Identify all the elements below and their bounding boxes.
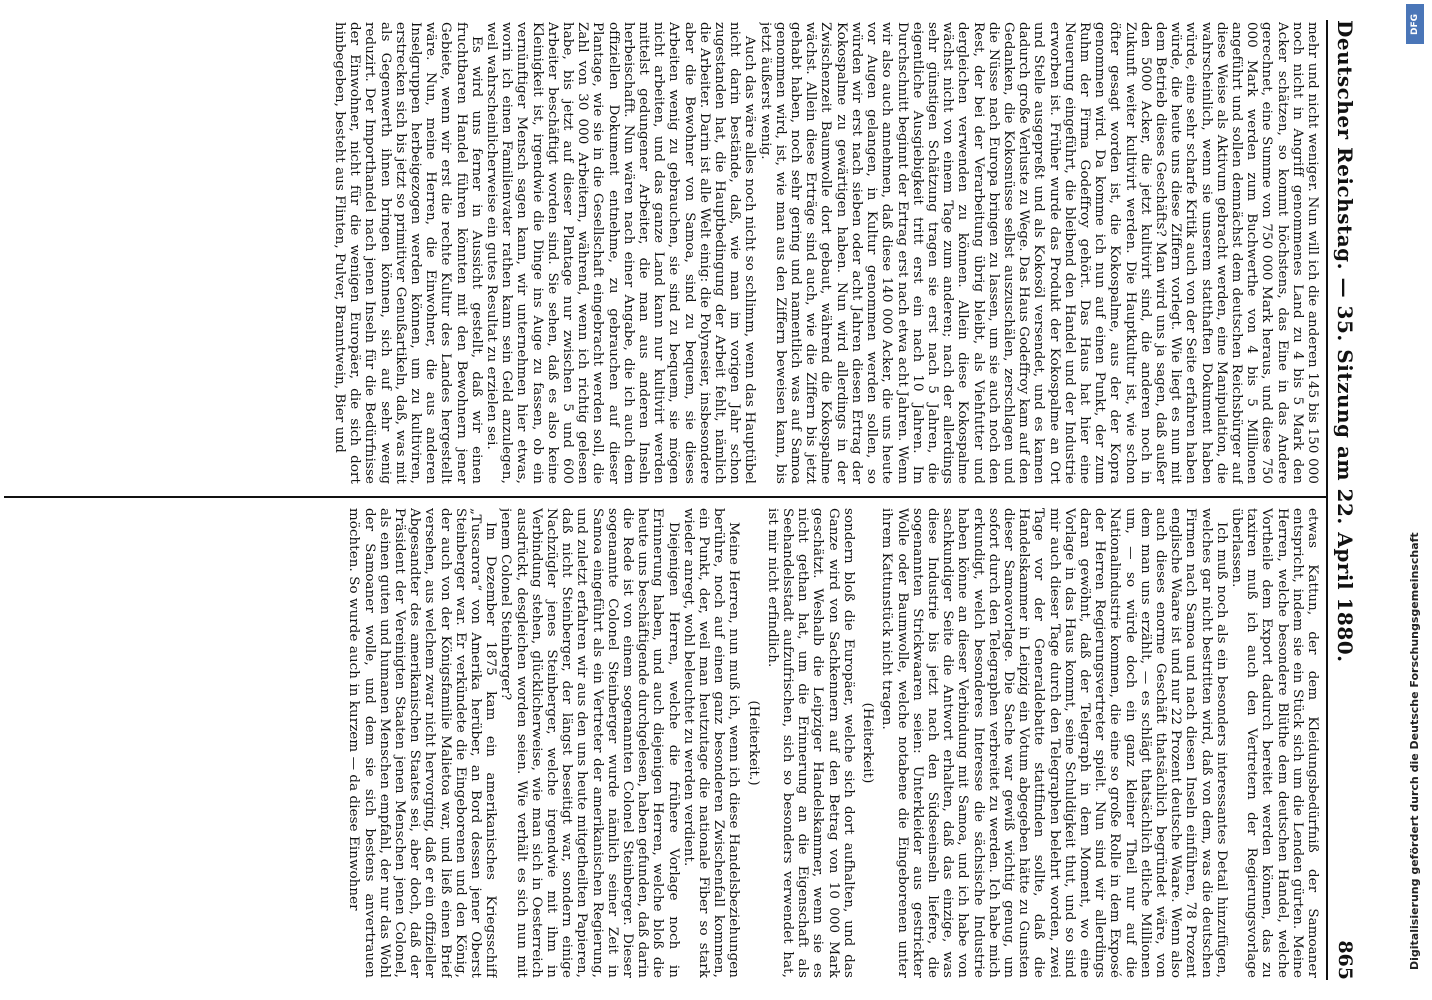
paragraph: Diejenigen Herren, welche die frühere Vorlage noch in Erinnerung haben, und auch diejenigen Herren, welche bloß die heute uns beschäftigende durchgelesen, haben gefunden, daß darin die Rede ist von einem sogenannten Colonel Steinberger. Dieser sogenannte Colonel Steinberger wurde nämlich seiner Zeit in Samoa eingeführt als ein Vertreter der amerikanischen Regierung, und zuletzt erfahren wir aus den uns heute mitgetheilten Papieren, daß nicht Steinberger, der längst beseitigt war, sondern einige Nachzügler jenes Steinberger, welche irgendwie mit ihm in Verbindung stehen, glücklicherweise, wie man sich in Oesterreich ausdrückt, desgleichen worden seien. Wie verhält es sich nun mit jenem Colonel Steinberger?	[498, 508, 681, 978]
stage-direction: (Heiterkeit.)	[745, 700, 761, 786]
paragraph: Im Dezember 1875 kam ein amerikanisches Kriegsschiff „Tuscarora“ von Amerika herüber, an Bord dessen jener Oberst Steinberger war. Er verkündete die Eingeborenen und den König, der auch von der Königsfamilie Malietoa war, und ließ einen Brief versehen, aus welchem zwar nicht hervorging, daß er ein offizieller Abgesandter des amerikanischen Staates sei, aber doch, daß der Präsident der Vereinigten Staaten jenen Menschen jenen Colonel, als einen guten und humanen Menschen empfahl, der nur das Wohl der Samoaner wolle, und dem sie sich bestens anvertrauen möchten. So wurde auch in kurzem — da diese Einwohner	[346, 508, 499, 978]
paragraph: Auch das wäre alles noch nicht so schlimm, wenn das Hauptübel nicht darin bestände, daß, wie man im vorigen Jahr schon zugestanden hat, die Hauptbedingung der Arbeit fehlt, nämlich die Arbeiter. Darin ist alle Welt einig: die Polynesier, insbesondere aber die Bewohner von Samoa, sind zu bequem, sie dieses Arbeiten wenig zu gebrauchen, sie sind zu bequem, sie mögen nicht arbeiten, und das ganze Land kann nur kultivirt werden mittelst gedungener Arbeiter, die man aus anderen Inseln herbeischafft. Nun wären nach einer Angabe, die ich auch dem offiziellen Dokument entnehme, zu gebrauchen auf dieser Plantage, wie sie in die Gesellschaft eingebracht werden soll, die Zahl von 30 000 Arbeitern, während, wenn ich richtig gelesen habe, bis jetzt auf dieser Plantage nur zwischen 5 und 600 Arbeiter beschäftigt worden sind. Sie sehen, daß es also keine Kleinigkeit ist, irgendwie die Dinge ins Auge zu fassen, ob ein vernünftiger Mensch sagen kann, wir unternehmen hier etwas, worin ich einen Familienvater rathen kann sein Geld anzulegen, weil wahrscheinlicherweise ein gutes Resultat zu erzielen sei.	[484, 22, 758, 484]
paragraph: Ich muß noch als ein besonders interessantes Detail hinzufügen, welches gar nicht bestritten wird, daß von dem, was die deutschen Firmen nach Samoa und nach diesen Inseln einführen, 78 Prozent englische Waare ist und nur 22 Prozent deutsche Waare. Wenn also auch dieses enorme Geschäft thatsächlich begründet wäre, von dem man uns erzählt, — es schlägt thatsächlich etliche Millionen um, — so würde doch ein ganz kleiner Theil nur auf die Nationalindustrie kommen, die eine so große Rolle in dem Exposé der Herren Regierungsvertreter spielt. Nun sind wir allerdings daran gewöhnt, daß der Telegraph in dem Moment, wo eine Vorlage in das Haus kommt, seine Schuldigkeit thut, und so sind mir auch dieser Tage durch den Telegraphen belehrt worden, zwei Tage vor der Generaldebatte stattfinden sollte, daß die Handelskammer in Leipzig ein Votum abgegeben hätte zu Gunsten dieser Samoavorlage. Die Sache war gewiß wichtig genug, um sofort durch den Telegraphen verbreitet zu werden. Ich habe mich erkundigt, welch besonderes Interesse die sächsische Industrie haben könne an dieser Verbindung mit Samoa, und ich habe von sachkundiger Seite die Antwort erhalten, daß das einzige, was diese Industrie bis jetzt nach den Südseeinseln liefere, die sogenannten Strickwaaren seien: Unterkleider aus gestrickter Wolle oder Baumwolle, welche notabene die Eingeborenen unter ihrem Kattunstück nicht tragen.	[879, 508, 1229, 978]
digitization-credit	[1404, 10, 1426, 970]
column-divider	[4, 496, 1326, 498]
page-number: 865	[1334, 940, 1356, 980]
dfg-logo: DFG	[1406, 4, 1424, 44]
paragraph: sondern bloß die Europäer, welche sich dort aufhalten, und das Ganze wird von Sachkennern auf den Betrag von 10 000 Mark geschätzt. Weshalb die Leipziger Handelskammer, wenn sie es nicht gethan hat, um die Erinnerung an die Eigenschaft als Seehandelsstadt aufzufrischen, sich so besonders verwendet hat, ist mir nicht erfindlich.	[764, 508, 856, 978]
left-column	[6, 22, 1320, 484]
paragraph: Meine Herren, nun muß ich, wenn ich diese Handelsbeziehungen berühre, noch auf einen ganz besonderen Zwischenfall kommen, ein Punkt, der, weil man heutzutage die nationale Fiber so stark wieder anregt, wohl beleuchtet zu werden verdient.	[680, 508, 742, 978]
running-title: Deutscher Reichstag. — 35. Sitzung am 22. April 1880.	[1333, 20, 1357, 663]
right-column	[6, 508, 1320, 978]
stage-direction: (Heiterkeit)	[860, 702, 876, 784]
page-header	[1326, 20, 1362, 980]
paragraph: etwas Kattun, der dem Kleidungsbedürfniß der Samoaner entspricht, indem sie ein Stück sich um die Lenden gürten. Meine Herren, welche besondere Blüthe dem deutschen Handel, welche Vortheile dem Export dadurch bereitet werden können, das zu taxiren muß ich auch den Vertretern der Regierungsvorlage überlassen.	[1228, 508, 1320, 978]
paragraph: Es wird uns ferner in Aussicht gestellt, daß wir einen fruchtbaren Handel führen könnten mit den Bewohnern jener Gebiete, wenn wir erst die rechte Kultur des Landes hergestellt wäre. Nun, meine Herren, die Einwohner, die aus anderen Inselgruppen herbeigezogen werden können, um zu kultiviren, erstrecken sich bis jetzt so primitiver Genußartikeln, daß, was mit als Gegenwerth ihnen bringen können, sich auf sehr wenig reduzirt. Der Importhandel nach jenen Inseln für die Bedürfnisse der Einwohner, nicht für die wenigen Europäer, die sich dort hinbegeben, besteht aus Flinten, Pulver, Branntwein, Bier und	[332, 22, 484, 484]
paragraph: mehr und nicht weniger. Nun will ich die anderen 145 bis 150 000 noch nicht in Angriff genommenes Land zu 4 bis 5 Mark den Acker schätzen, so kommt höchstens, das Eine in das Andere gerechnet, eine Summe von 750 000 Mark heraus, und diese 750 000 Mark werden zum Buchwerthe von 4 bis 5 Millionen angeführt und sollen demnächst dem deutschen Reichsbürger auf diese Weise als Aktivum gebracht werden, eine Manipulation, die wahrscheinlich, wenn sie unserem statthaften Dokument haben würde, eine sehr scharfe Kritik auch von der Seite erfahren haben würde, die heute uns diese Ziffern vorlegt. Wie liegt es nun mit dem Betrieb dieses Geschäfts? Man wird uns ja sagen, daß außer den 5000 Acker, die jetzt kultivirt sind, die anderen noch in Zukunft weiter kultivirt werden. Die Hauptkultur ist, wie schon öfter gesagt worden ist, die Kokospalme, aus der der Kopra genommen wird. Da komme ich nun auf einen Punkt, der zum Ruhm der Firma Godeffroy gehört. Das Haus hat hier eine Neuerung eingeführt, die bleibend den Handel und der Industrie erworben ist. Früher wurde das Produkt der Kokospalme an Ort und Stelle ausgepreßt und als Kokosöl versendet, und es kamen dadurch große Verluste zu Wege. Das Haus Godeffroy kam auf den Gedanken, die Kokosnüsse selbst auszuschälen, zerschlagen und die Nüsse nach Europa bringen zu lassen, um sie auch noch den Rest, der bei der Verarbeitung übrig bleibt, als Viehfutter und dergleichen verwenden zu können. Allein diese Kokospalme wächst nicht von einem Tage zum anderen; nach der allerdings sehr günstigen Schätzung tragen sie erst nach 5 Jahren, die eigentliche Ausgiebigkeit tritt erst ein nach 10 Jahren. Im Durchschnitt beginnt der Ertrag erst nach etwa acht Jahren. Wenn wir also auch annehmen, daß diese 140 000 Acker, die uns heute vor Augen gelangen, in Kultur genommen werden sollen, so würden wir erst nach sieben oder acht Jahren diesen Ertrag der Kokospalme zu gewärtigen haben. Nun wird allerdings in der Zwischenzeit Baumwolle dort gebaut, während die Kokospalme wächst. Allein diese Erträge sind auch, wie die Ziffern bis jetzt gehabt haben, noch sehr gering und namentlich was auf Samoa genommen wird, ist, wie man aus den Ziffern beweisen kann, bis jetzt äußerst wenig.	[757, 22, 1320, 484]
credit-text: Digitalisierung gefördert durch die Deutsche Forschungsgemeinschaft	[1408, 532, 1421, 970]
